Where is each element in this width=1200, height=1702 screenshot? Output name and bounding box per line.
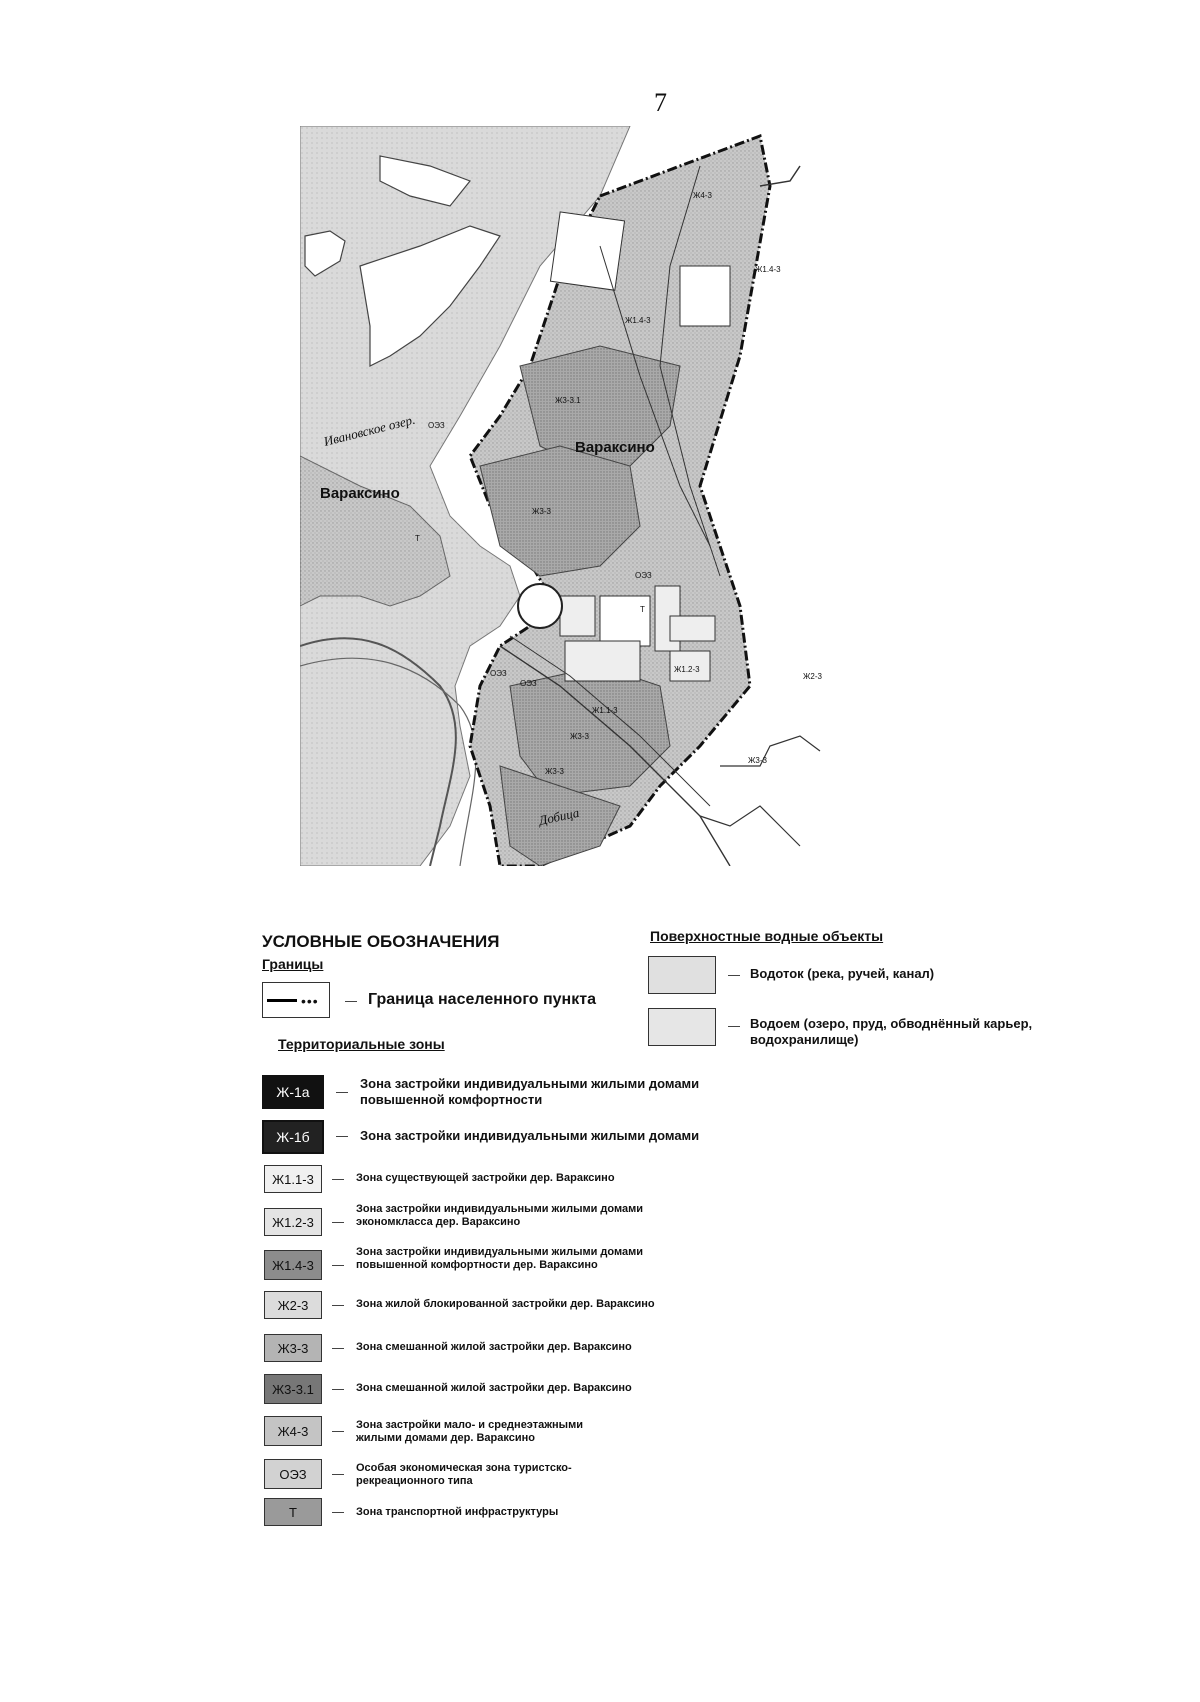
zone-label-zh1a-line2: повышенной комфортности <box>360 1092 543 1107</box>
leader-line <box>332 1512 344 1513</box>
border-line-symbol <box>267 999 297 1002</box>
zone-swatch-zh14-3: Ж1.4-3 <box>264 1250 322 1280</box>
zone-label-zh4-3-line2: жилыми домами дер. Вараксино <box>356 1432 535 1444</box>
legend-waterbody-label-1: Водоем (озеро, пруд, обводнённый карьер, <box>750 1016 1033 1031</box>
zone-swatch-zh1b: Ж-1б <box>262 1120 324 1154</box>
legend-heading-zones: Территориальные зоны <box>278 1036 445 1052</box>
zone-label-zh12-3-line2: экономкласса дер. Вараксино <box>356 1216 521 1228</box>
leader-line <box>332 1431 344 1432</box>
legend-settlement-border-label: Граница населенного пункта <box>368 991 596 1008</box>
map-label-oez-1: ОЭЗ <box>428 421 445 430</box>
leader-line <box>728 975 740 976</box>
external-road-e <box>720 736 820 766</box>
border-dots-symbol: ••• <box>301 993 319 1009</box>
map-label-oez-2: ОЭЗ <box>635 571 652 580</box>
watercourse-swatch <box>648 956 716 994</box>
leader-line <box>345 1001 357 1002</box>
map-label-zh23-side: Ж2-3 <box>803 672 822 681</box>
leader-line <box>332 1179 344 1180</box>
parcel-south-1 <box>600 596 650 646</box>
map-label-varaksino-center: Вараксино <box>575 439 655 456</box>
parcel-south-2 <box>560 596 595 636</box>
zone-swatch-zh2-3: Ж2-3 <box>264 1291 322 1319</box>
parcel-south-5 <box>670 616 715 641</box>
map-label-zh331: Ж3-3.1 <box>555 396 581 405</box>
zone-label-oez-line1: Особая экономическая зона туристско- <box>356 1462 572 1474</box>
map-label-t-1: Т <box>640 605 645 614</box>
map-label-zh4-3: Ж4-3 <box>693 191 712 200</box>
zone-swatch-zh4-3: Ж4-3 <box>264 1416 322 1446</box>
island-circle <box>518 584 562 628</box>
zone-label-zh14-3-line1: Зона застройки индивидуальными жилыми домами <box>356 1246 643 1258</box>
legend-heading-water: Поверхностные водные объекты <box>650 928 884 944</box>
parcel-north-1 <box>550 212 624 290</box>
legend-waterbody-label-2: водохранилище) <box>750 1032 859 1047</box>
map-label-zh11-3: Ж1.1-3 <box>592 706 618 715</box>
leader-line <box>332 1222 344 1223</box>
leader-line <box>332 1265 344 1266</box>
map-label-oez-4: ОЭЗ <box>520 679 537 688</box>
zoning-map <box>300 126 870 866</box>
zone-label-oez-line2: рекреационного типа <box>356 1475 473 1487</box>
leader-line <box>332 1474 344 1475</box>
zone-swatch-zh12-3: Ж1.2-3 <box>264 1208 322 1236</box>
map-label-varaksino-west: Вараксино <box>320 485 400 502</box>
zone-label-zh3-3: Зона смешанной жилой застройки дер. Вараксино <box>356 1341 632 1353</box>
map-label-t-2: Т <box>415 534 420 543</box>
zone-swatch-zh1a: Ж-1а <box>262 1075 324 1109</box>
zone-label-zh12-3-line1: Зона застройки индивидуальными жилыми домами <box>356 1203 643 1215</box>
map-label-zh12-3: Ж1.2-3 <box>674 665 700 674</box>
map-label-zh14-3-side: Ж1.4-3 <box>625 316 651 325</box>
map-svg <box>300 126 870 866</box>
map-label-ozero: Ивановское озер. <box>322 411 417 449</box>
map-label-zh33-3: Ж3-3 <box>545 767 564 776</box>
zone-swatch-zh3-31: Ж3-3.1 <box>264 1374 322 1404</box>
zone-swatch-zh11-3: Ж1.1-3 <box>264 1165 322 1193</box>
map-label-zh33-side: Ж3-3 <box>748 756 767 765</box>
leader-line <box>728 1026 740 1027</box>
map-label-dobica: Добица <box>537 804 581 828</box>
zone-label-zh2-3: Зона жилой блокированной застройки дер. Вараксино <box>356 1298 655 1310</box>
zone-label-zh3-31: Зона смешанной жилой застройки дер. Вараксино <box>356 1382 632 1394</box>
leader-line <box>336 1092 348 1093</box>
leader-line <box>332 1305 344 1306</box>
waterbody-swatch <box>648 1008 716 1046</box>
legend-heading-borders: Границы <box>262 956 324 972</box>
map-label-zh33-2: Ж3-3 <box>570 732 589 741</box>
settlement-border-swatch <box>262 982 330 1018</box>
page-number: 7 <box>654 88 667 117</box>
legend-title: УСЛОВНЫЕ ОБОЗНАЧЕНИЯ <box>262 932 500 951</box>
map-label-zh14-3-top: Ж1.4-3 <box>755 265 781 274</box>
zone-label-zh1a-line1: Зона застройки индивидуальными жилыми домами <box>360 1076 700 1091</box>
leader-line <box>332 1389 344 1390</box>
leader-line <box>336 1136 348 1137</box>
legend-watercourse-label: Водоток (река, ручей, канал) <box>750 966 935 981</box>
zone-label-zh1b-line1: Зона застройки индивидуальными жилыми домами <box>360 1128 700 1143</box>
zone-swatch-oez: ОЭЗ <box>264 1459 322 1489</box>
zone-swatch-t: Т <box>264 1498 322 1526</box>
zone-label-zh11-3: Зона существующей застройки дер. Вараксино <box>356 1172 615 1184</box>
zone-label-t: Зона транспортной инфраструктуры <box>356 1506 559 1518</box>
zone-label-zh4-3-line1: Зона застройки мало- и среднеэтажными <box>356 1419 583 1431</box>
parcel-south-3 <box>565 641 640 681</box>
zone-swatch-zh3-3: Ж3-3 <box>264 1334 322 1362</box>
leader-line <box>332 1348 344 1349</box>
map-label-oez-3: ОЭЗ <box>490 669 507 678</box>
map-label-zh33-1: Ж3-3 <box>532 507 551 516</box>
zone-label-zh14-3-line2: повышенной комфортности дер. Вараксино <box>356 1259 598 1271</box>
parcel-north-2 <box>680 266 730 326</box>
